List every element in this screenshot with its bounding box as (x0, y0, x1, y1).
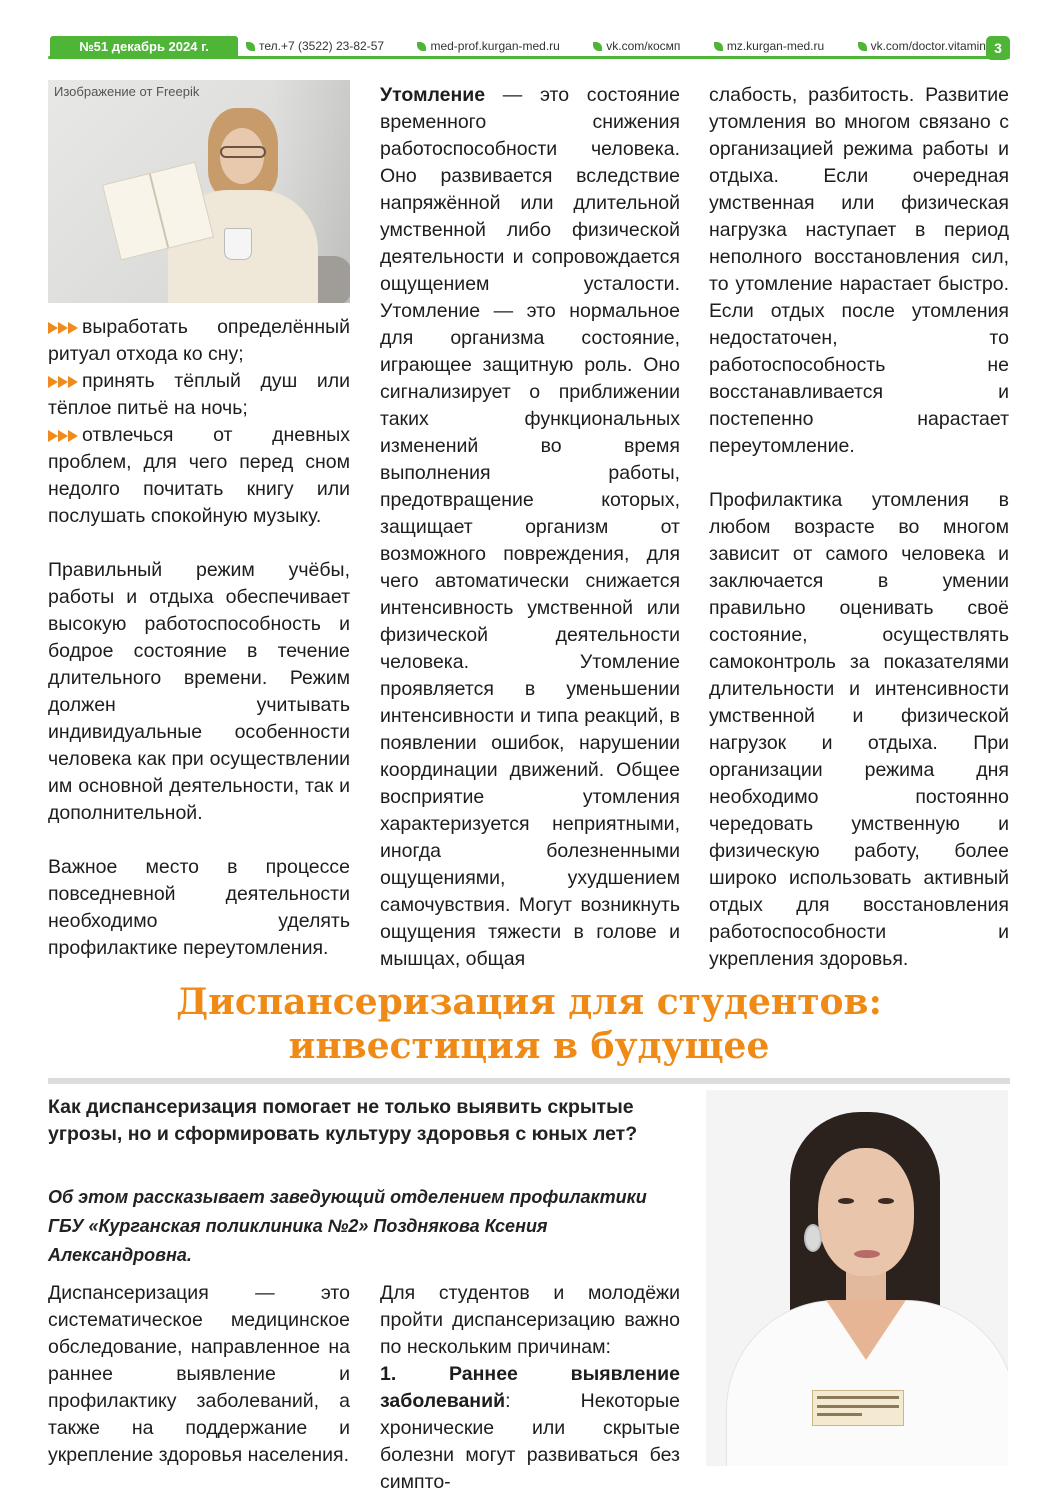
mug-shape (224, 228, 252, 260)
paragraph: Профилактика утомления в любом возрасте во многом зависит от самого человека и заключается в умении правильно оценивать своё состояние, осуществлять самоконтроль за показателями длительности и интенсивности умственной и физической нагрузок и отдыха. При организации режима дня необходимо постоянно чередовать умственную и физическую работу, более широко использовать активный отдых для восстановления работоспособности и укрепления здоровья. (709, 489, 1009, 970)
column-1 (48, 314, 350, 962)
paragraph: слабость, разбитость. Развитие утомления во многом связано с организацией режима работы и отдыха. Если очередная умственная или физическая нагрузка наступает в период неполного восстановления сил, то утомление нарастает быстро. Если отдых после утомления недостаточен, то работоспособность не восстанавливается и постепенно нарастает переутомление. (709, 84, 1009, 457)
name-badge (812, 1390, 904, 1426)
article2-column-2 (380, 1280, 680, 1496)
article-byline: Об этом рассказывает заведующий отделением профилактики ГБУ «Курганская поликлиника №2» Позднякова Ксения Александровна. (48, 1187, 647, 1265)
column-3 (709, 82, 1009, 973)
paragraph: Утомление — это состояние временного снижения работоспособности человека. Оно развивается вследствие напряжённой или длительной умственной либо физической деятельности и сопровождается ощущением усталости. Утомление — это нормальное для организма состояние, играющее защитную роль. Оно сигнализирует о приближении таких функциональных изменений во время выполнения работы, предотвращение которых, защищает организм от возможного повреждения, для чего автоматически снижается интенсивность умственной или физической деятельности человека. Утомление проявляется в уменьшении интенсивности и типа реакций, в появлении ошибок, нарушении координации движений. Общее восприятие утомления характеризуется неприятными, иногда болезненными ощущениями, ухудшением самочувствия. Могут возникнуть ощущения тяжести в голове и мышцах, общая (380, 84, 680, 970)
column-2 (380, 82, 680, 973)
article-lead: Как диспансеризация помогает не только выявить скрытые угрозы, но и сформировать культуру здоровья с юных лет? (48, 1096, 638, 1145)
glasses-shape (220, 146, 266, 158)
paragraph: 1. Раннее выявление заболеваний: Некоторые хронические или скрытые болезни могут развиваться без симпто- (380, 1363, 680, 1493)
leaf-icon (714, 42, 723, 51)
reading-woman-photo (48, 80, 350, 303)
contact-link-vk-doctor[interactable]: vk.com/doctor.vitamin (858, 39, 986, 53)
term-fatigue: Утомление (380, 84, 486, 106)
contact-phone: тел.+7 (3522) 23-82-57 (246, 39, 384, 53)
photo-credit: Изображение от Freepik (54, 84, 200, 99)
page-number: 3 (986, 36, 1010, 60)
leaf-icon (246, 42, 255, 51)
paragraph: Диспансеризация — это систематическое медицинское обследование, направленное на раннее выявление и профилактику заболеваний, а также на поддержание и укрепление здоровья населения. (48, 1282, 350, 1466)
paragraph: Правильный режим учёбы, работы и отдыха обеспечивает высокую работоспособность и бодрое состояние в течение длительного времени. Режим должен учитывать индивидуальные особенности человека как при осуществлении им основной деятельности, так и дополнительной. (48, 559, 350, 824)
page-header (48, 36, 1010, 60)
arrows-icon (48, 376, 78, 388)
bullet-item: выработать определённый ритуал отхода ко сну; (48, 316, 350, 365)
section-divider (48, 1078, 1010, 1084)
leaf-icon (858, 42, 867, 51)
point-title: 1. Раннее выявление заболеваний (380, 1363, 680, 1412)
arrows-icon (48, 430, 78, 442)
leaf-icon (593, 42, 602, 51)
header-contacts (246, 36, 986, 56)
paragraph: Для студентов и молодёжи пройти диспансеризацию важно по нескольким причинам: (380, 1282, 680, 1358)
bullet-item: принять тёплый душ или тёплое питьё на ночь; (48, 370, 350, 419)
bullet-item: отвлечься от дневных проблем, для чего перед сном недолго почитать книгу или послушать спокойную музыку. (48, 424, 350, 527)
doctor-photo (706, 1090, 1008, 1466)
earring-shape (804, 1224, 822, 1252)
article-headline: Диспансеризация для студентов: инвестиция в будущее (176, 981, 882, 1067)
article2-column-1 (48, 1280, 350, 1469)
contact-link-vk-kosmp[interactable]: vk.com/космп (593, 39, 680, 53)
issue-label: №51 декабрь 2024 г. (50, 36, 238, 58)
arrows-icon (48, 322, 78, 334)
paragraph: Важное место в процессе повседневной деятельности необходимо уделять профилактике переутомления. (48, 856, 350, 959)
leaf-icon (417, 42, 426, 51)
contact-link-med-prof[interactable]: med-prof.kurgan-med.ru (417, 39, 559, 53)
contact-link-mz[interactable]: mz.kurgan-med.ru (714, 39, 824, 53)
